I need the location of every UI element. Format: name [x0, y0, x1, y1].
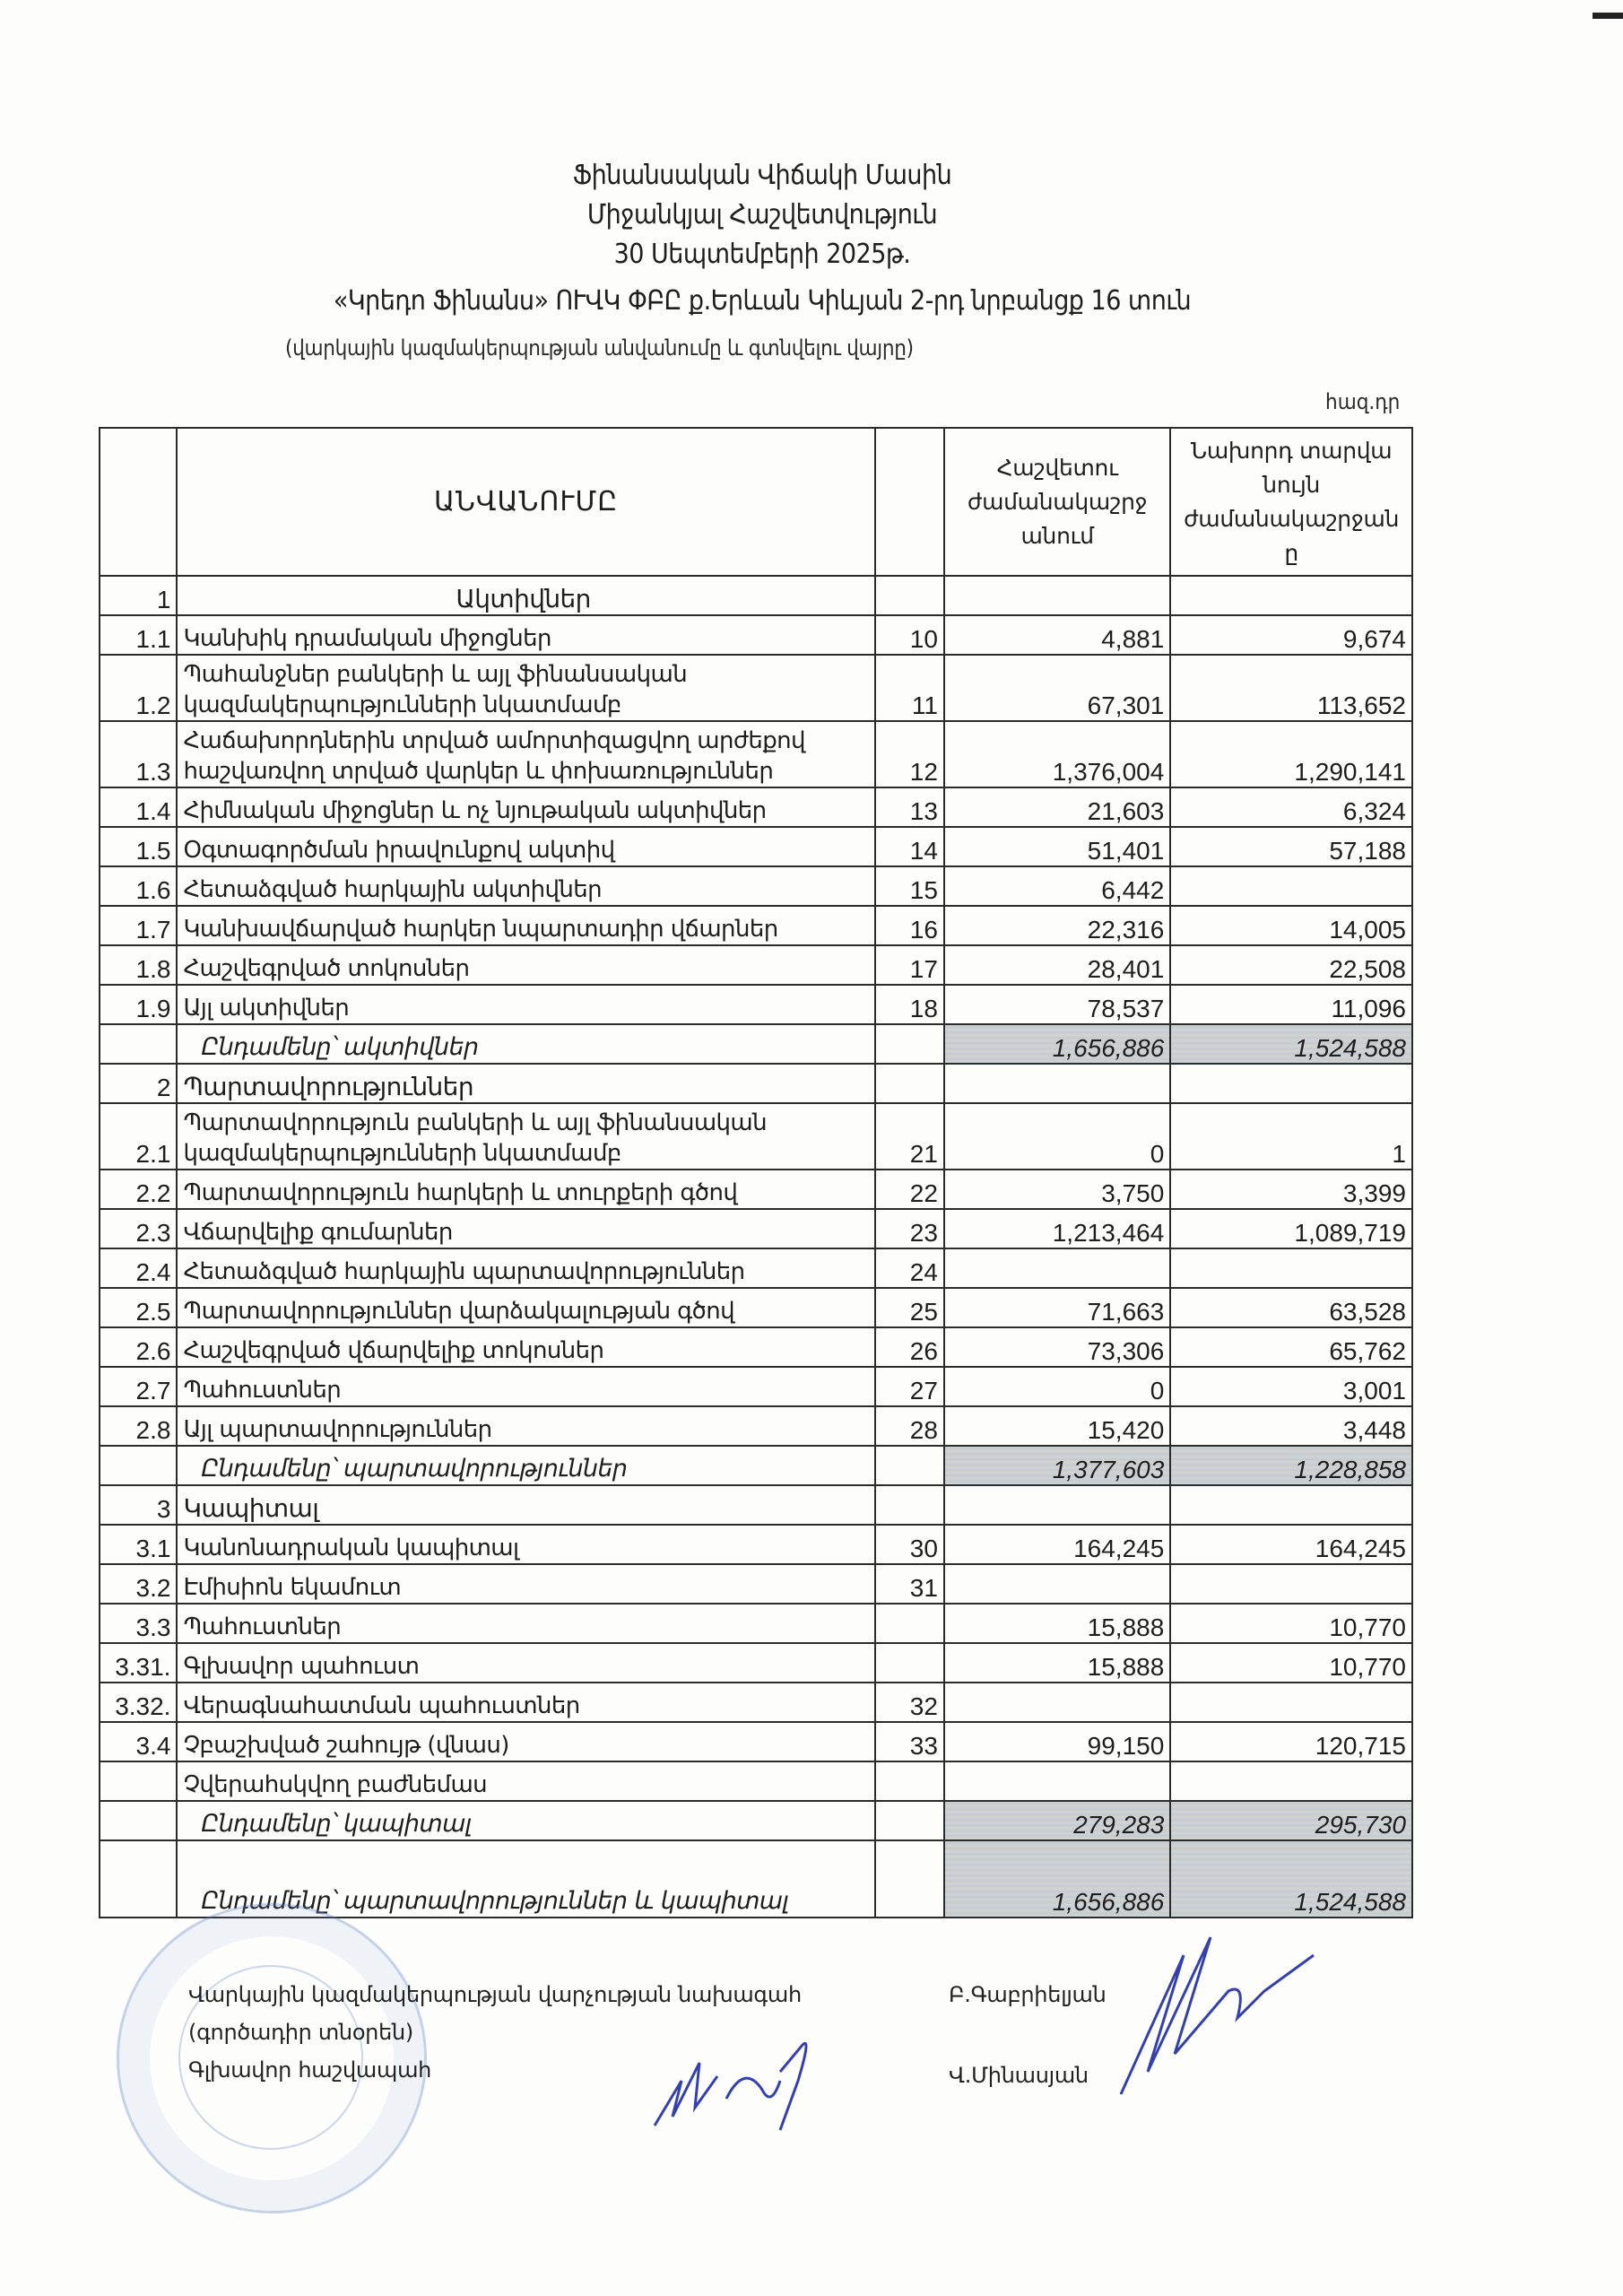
table-row: [100, 1406, 1412, 1446]
row-index: 3.32.: [100, 1683, 177, 1722]
row-index: 3.2: [100, 1564, 177, 1604]
report-title: [0, 156, 1623, 274]
row-current-value: 1,656,886: [944, 1024, 1170, 1064]
row-previous-value: 120,715: [1170, 1722, 1412, 1761]
row-label: Ընդամենը՝ պարտավորություններ: [177, 1446, 874, 1485]
units-label: հազ.դր: [1325, 389, 1401, 414]
section-row: [100, 1485, 1412, 1525]
title-line-2: Միջանկյալ Հաշվետվություն: [586, 199, 938, 230]
table-row: [100, 906, 1412, 945]
row-current-value: 71,663: [944, 1288, 1170, 1327]
total-row: [100, 1024, 1412, 1064]
row-note: [875, 1064, 944, 1103]
row-index: [100, 1446, 177, 1485]
row-note: 31: [875, 1564, 944, 1604]
organization-name-address: «Կրեդո Ֆինանս» ՈՒՎԿ ՓԲԸ ք.Երևան Կիևյան 2-րդ նրբանցք 16 տուն: [333, 285, 1192, 317]
row-label: Ակտիվներ: [177, 576, 874, 615]
row-previous-value: 3,001: [1170, 1367, 1412, 1406]
row-note: 13: [875, 787, 944, 827]
table-row: [100, 1643, 1412, 1683]
row-label: Չբաշխված շահույթ (վնաս): [177, 1722, 874, 1761]
balance-sheet-table: [99, 427, 1413, 1918]
row-current-value: 73,306: [944, 1327, 1170, 1367]
row-label: Էմիսիոն եկամուտ: [177, 1564, 874, 1604]
row-index: 2.8: [100, 1406, 177, 1446]
row-index: 3.1: [100, 1525, 177, 1564]
row-label: Վճարվելիք գումարներ: [177, 1209, 874, 1248]
scan-edge-mark: [1593, 13, 1623, 19]
row-current-value: 67,301: [944, 655, 1170, 721]
row-index: 1.9: [100, 985, 177, 1024]
row-previous-value: 14,005: [1170, 906, 1412, 945]
row-index: 2.6: [100, 1327, 177, 1367]
row-index: 1: [100, 576, 177, 615]
row-previous-value: 113,652: [1170, 655, 1412, 721]
row-index: 2: [100, 1064, 177, 1103]
row-previous-value: 295,730: [1170, 1801, 1412, 1840]
row-current-value: 164,245: [944, 1525, 1170, 1564]
row-note: [875, 576, 944, 615]
row-label: Պարտավորություններ: [177, 1064, 874, 1103]
row-note: 22: [875, 1170, 944, 1209]
row-label: Պահուստներ: [177, 1367, 874, 1406]
total-row: [100, 1801, 1412, 1840]
row-note: 23: [875, 1209, 944, 1248]
header-current-period: Հաշվետու ժամանակաշրջ անում: [944, 428, 1170, 576]
row-current-value: [944, 1761, 1170, 1801]
table-row: [100, 655, 1412, 721]
header-previous-period: Նախորդ տարվա նույն ժամանակաշրջան ը: [1170, 428, 1412, 576]
row-index: [100, 1801, 177, 1840]
row-current-value: 4,881: [944, 615, 1170, 655]
director-signature: [1112, 1919, 1318, 2099]
row-label: Վերագնահատման պահուստներ: [177, 1683, 874, 1722]
director-title: Վարկային կազմակերպության վարչության նախագահ: [188, 1982, 802, 2007]
row-label: Օգտագործման իրավունքով ակտիվ: [177, 827, 874, 866]
row-label: Հետաձգված հարկային ակտիվներ: [177, 866, 874, 906]
row-previous-value: 1,524,588: [1170, 1024, 1412, 1064]
table-row: [100, 787, 1412, 827]
row-current-value: 99,150: [944, 1722, 1170, 1761]
row-previous-value: [1170, 1064, 1412, 1103]
row-label: Պարտավորություն հարկերի և տուրքերի գծով: [177, 1170, 874, 1209]
row-current-value: 15,888: [944, 1604, 1170, 1643]
table-row: [100, 1209, 1412, 1248]
row-note: 15: [875, 866, 944, 906]
row-index: 3.31.: [100, 1643, 177, 1683]
row-label: Այլ ակտիվներ: [177, 985, 874, 1024]
row-label: Պահուստներ: [177, 1604, 874, 1643]
row-current-value: 21,603: [944, 787, 1170, 827]
accountant-title: Գլխավոր հաշվապահ: [188, 2057, 432, 2083]
row-note: [875, 1024, 944, 1064]
row-note: 10: [875, 615, 944, 655]
table-row: [100, 985, 1412, 1024]
row-current-value: [944, 1564, 1170, 1604]
section-row: [100, 1064, 1412, 1103]
report-date: 30 Սեպտեմբերի 2025թ.: [613, 239, 911, 270]
table-row: [100, 866, 1412, 906]
row-previous-value: [1170, 576, 1412, 615]
row-note: [875, 1485, 944, 1525]
row-previous-value: 3,448: [1170, 1406, 1412, 1446]
table-row: [100, 1327, 1412, 1367]
header-name: ԱՆՎԱՆՈՒՄԸ: [177, 428, 874, 576]
row-previous-value: 57,188: [1170, 827, 1412, 866]
row-index: [100, 1761, 177, 1801]
row-index: 2.4: [100, 1248, 177, 1288]
row-note: [875, 1801, 944, 1840]
row-current-value: 15,888: [944, 1643, 1170, 1683]
row-label: Գլխավոր պահուստ: [177, 1643, 874, 1683]
row-previous-value: 10,770: [1170, 1604, 1412, 1643]
row-label: Կանխիկ դրամական միջոցներ: [177, 615, 874, 655]
row-note: 30: [875, 1525, 944, 1564]
row-note: 28: [875, 1406, 944, 1446]
row-note: [875, 1761, 944, 1801]
table-row: [100, 1525, 1412, 1564]
row-label: Հաճախորդներին տրված ամորտիզացվող արժեքով հաշվառվող տրված վարկեր և փոխառություններ: [177, 721, 874, 787]
row-previous-value: [1170, 866, 1412, 906]
row-previous-value: [1170, 1248, 1412, 1288]
row-note: 12: [875, 721, 944, 787]
row-note: 14: [875, 827, 944, 866]
table-row: [100, 1367, 1412, 1406]
row-previous-value: 9,674: [1170, 615, 1412, 655]
row-current-value: 78,537: [944, 985, 1170, 1024]
title-line-1: Ֆինանսական Վիճակի Մասին: [572, 160, 952, 191]
row-previous-value: 10,770: [1170, 1643, 1412, 1683]
table-row: [100, 1604, 1412, 1643]
row-current-value: 3,750: [944, 1170, 1170, 1209]
row-current-value: 6,442: [944, 866, 1170, 906]
row-current-value: [944, 576, 1170, 615]
row-previous-value: 3,399: [1170, 1170, 1412, 1209]
table-row: [100, 945, 1412, 985]
row-current-value: [944, 1485, 1170, 1525]
row-note: 32: [875, 1683, 944, 1722]
row-label: Հաշվեգրված տոկոսներ: [177, 945, 874, 985]
row-note: 16: [875, 906, 944, 945]
row-note: 26: [875, 1327, 944, 1367]
table-row: [100, 1103, 1412, 1170]
row-note: 33: [875, 1722, 944, 1761]
row-current-value: 28,401: [944, 945, 1170, 985]
row-label: Կապիտալ: [177, 1485, 874, 1525]
row-note: 24: [875, 1248, 944, 1288]
table-row: [100, 1288, 1412, 1327]
row-index: 1.4: [100, 787, 177, 827]
row-index: 1.2: [100, 655, 177, 721]
row-index: 3: [100, 1485, 177, 1525]
row-note: [875, 1446, 944, 1485]
table-row: [100, 1564, 1412, 1604]
row-current-value: [944, 1683, 1170, 1722]
row-index: 1.6: [100, 866, 177, 906]
row-label: Կանխավճարված հարկեր նպարտադիր վճարներ: [177, 906, 874, 945]
row-current-value: 279,283: [944, 1801, 1170, 1840]
row-note: 11: [875, 655, 944, 721]
header-index: [100, 428, 177, 576]
header-note: [875, 428, 944, 576]
row-previous-value: [1170, 1564, 1412, 1604]
row-index: [100, 1024, 177, 1064]
row-index: 2.1: [100, 1103, 177, 1170]
row-index: 2.3: [100, 1209, 177, 1248]
row-note: 18: [875, 985, 944, 1024]
row-index: 1.7: [100, 906, 177, 945]
row-index: 2.7: [100, 1367, 177, 1406]
row-index: 3.3: [100, 1604, 177, 1643]
row-note: [875, 1643, 944, 1683]
row-previous-value: 63,528: [1170, 1288, 1412, 1327]
row-previous-value: [1170, 1683, 1412, 1722]
row-index: 1.1: [100, 615, 177, 655]
row-current-value: 1,376,004: [944, 721, 1170, 787]
table-row: [100, 1761, 1412, 1801]
row-previous-value: 1,524,588: [1170, 1840, 1412, 1918]
row-label: Պահանջներ բանկերի և այլ ֆինանսական կազմակերպությունների նկատմամբ: [177, 655, 874, 721]
row-label: Չվերահսկվող բաժնեմաս: [177, 1761, 874, 1801]
row-previous-value: [1170, 1761, 1412, 1801]
row-previous-value: [1170, 1485, 1412, 1525]
row-current-value: 51,401: [944, 827, 1170, 866]
row-previous-value: 1: [1170, 1103, 1412, 1170]
director-name: Բ.Գաբրիելյան: [949, 1982, 1107, 2007]
row-index: 1.3: [100, 721, 177, 787]
table-row: [100, 1683, 1412, 1722]
row-label: Այլ պարտավորություններ: [177, 1406, 874, 1446]
row-index: 2.5: [100, 1288, 177, 1327]
row-current-value: 0: [944, 1367, 1170, 1406]
row-label: Պարտավորություններ վարձակալության գծով: [177, 1288, 874, 1327]
table-row: [100, 721, 1412, 787]
row-previous-value: 11,096: [1170, 985, 1412, 1024]
row-note: 21: [875, 1103, 944, 1170]
row-label: Ընդամենը՝ ակտիվներ: [177, 1024, 874, 1064]
row-label: Կանոնադրական կապիտալ: [177, 1525, 874, 1564]
director-title-sub: (գործադիր տնօրեն): [188, 2020, 413, 2045]
row-note: 25: [875, 1288, 944, 1327]
section-row: [100, 576, 1412, 615]
row-label: Հաշվեգրված վճարվելիք տոկոսներ: [177, 1327, 874, 1367]
row-label: Պարտավորություն բանկերի և այլ ֆինանսական կազմակերպությունների նկատմամբ: [177, 1103, 874, 1170]
row-index: 1.8: [100, 945, 177, 985]
row-current-value: 1,213,464: [944, 1209, 1170, 1248]
row-previous-value: 164,245: [1170, 1525, 1412, 1564]
row-current-value: 1,377,603: [944, 1446, 1170, 1485]
table-row: [100, 1248, 1412, 1288]
row-current-value: 1,656,886: [944, 1840, 1170, 1918]
row-label: Հետաձգված հարկային պարտավորություններ: [177, 1248, 874, 1288]
table-header-row: [100, 428, 1412, 576]
table-row: [100, 827, 1412, 866]
row-current-value: 15,420: [944, 1406, 1170, 1446]
row-previous-value: 6,324: [1170, 787, 1412, 827]
row-note: 27: [875, 1367, 944, 1406]
row-previous-value: 1,228,858: [1170, 1446, 1412, 1485]
row-index: 2.2: [100, 1170, 177, 1209]
table-row: [100, 1722, 1412, 1761]
row-current-value: [944, 1248, 1170, 1288]
row-current-value: [944, 1064, 1170, 1103]
row-note: [875, 1604, 944, 1643]
row-previous-value: 65,762: [1170, 1327, 1412, 1367]
row-label: Ընդամենը՝ կապիտալ: [177, 1801, 874, 1840]
row-index: [100, 1840, 177, 1918]
accountant-name: Վ.Մինասյան: [949, 2063, 1089, 2088]
table-row: [100, 1170, 1412, 1209]
total-row: [100, 1446, 1412, 1485]
row-index: 3.4: [100, 1722, 177, 1761]
row-previous-value: 1,290,141: [1170, 721, 1412, 787]
row-note: 17: [875, 945, 944, 985]
row-label: Ընդամենը՝ պարտավորություններ և կապիտալ: [177, 1840, 874, 1918]
accountant-signature: [646, 2027, 825, 2135]
row-index: 1.5: [100, 827, 177, 866]
row-label: Հիմնական միջոցներ և ոչ նյութական ակտիվներ: [177, 787, 874, 827]
row-current-value: 22,316: [944, 906, 1170, 945]
row-previous-value: 22,508: [1170, 945, 1412, 985]
organization-caption: (վարկային կազմակերպության անվանումը և գտնվելու վայրը): [285, 335, 914, 361]
row-previous-value: 1,089,719: [1170, 1209, 1412, 1248]
row-current-value: 0: [944, 1103, 1170, 1170]
table-row: [100, 615, 1412, 655]
row-note: [875, 1840, 944, 1918]
